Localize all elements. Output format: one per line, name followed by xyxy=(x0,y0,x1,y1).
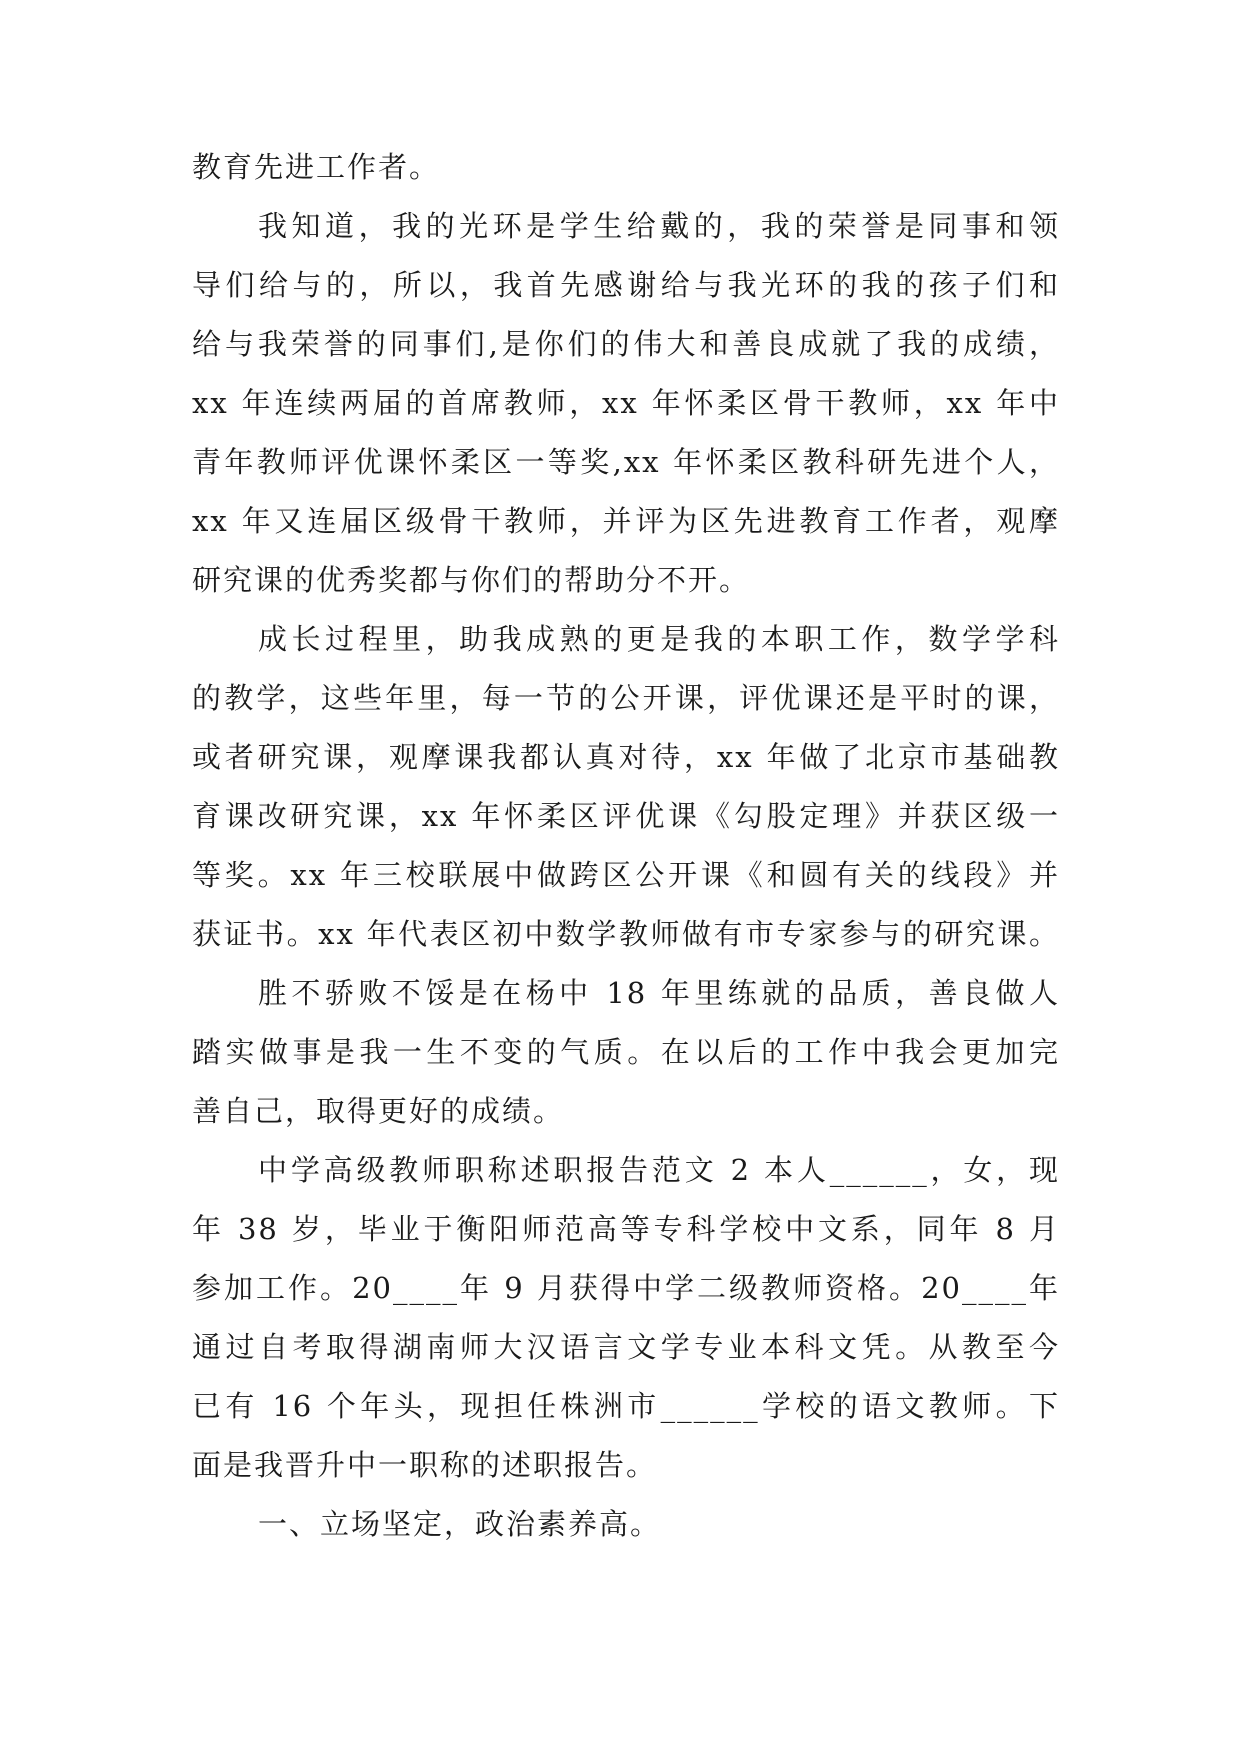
text-line: 中学高级教师职称述职报告范文 2 本人______，女，现 xyxy=(258,1153,1060,1187)
text-line: 获证书。xx 年代表区初中数学教师做有市专家参与的研究课。 xyxy=(192,917,1060,951)
text-line: 参加工作。20____年 9 月获得中学二级教师资格。20____年 xyxy=(192,1271,1060,1305)
text-line: 教育先进工作者。 xyxy=(192,150,441,184)
text-line: 给与我荣誉的同事们,是你们的伟大和善良成就了我的成绩， xyxy=(192,327,1060,361)
text-line: 育课改研究课，xx 年怀柔区评优课《勾股定理》并获区级一 xyxy=(192,799,1060,833)
text-line: 我知道，我的光环是学生给戴的，我的荣誉是同事和领 xyxy=(258,209,1060,243)
text-line: 胜不骄败不馁是在杨中 18 年里练就的品质，善良做人 xyxy=(258,976,1060,1010)
text-line: 面是我晋升中一职称的述职报告。 xyxy=(192,1448,658,1482)
text-line: xx 年又连届区级骨干教师，并评为区先进教育工作者，观摩 xyxy=(192,504,1060,538)
text-line: 已有 16 个年头，现担任株洲市______学校的语文教师。下 xyxy=(192,1389,1060,1423)
text-line: 青年教师评优课怀柔区一等奖,xx 年怀柔区教科研先进个人， xyxy=(192,445,1060,479)
text-line: 等奖。xx 年三校联展中做跨区公开课《和圆有关的线段》并 xyxy=(192,858,1060,892)
text-line: 成长过程里，助我成熟的更是我的本职工作，数学学科 xyxy=(258,622,1060,656)
text-line: xx 年连续两届的首席教师，xx 年怀柔区骨干教师，xx 年中 xyxy=(192,386,1060,420)
text-line: 善自己，取得更好的成绩。 xyxy=(192,1094,565,1128)
text-line: 或者研究课，观摩课我都认真对待，xx 年做了北京市基础教 xyxy=(192,740,1060,774)
text-line: 通过自考取得湖南师大汉语言文学专业本科文凭。从教至今 xyxy=(192,1330,1060,1364)
text-line: 的教学，这些年里，每一节的公开课，评优课还是平时的课， xyxy=(192,681,1060,715)
text-line: 年 38 岁，毕业于衡阳师范高等专科学校中文系，同年 8 月 xyxy=(192,1212,1060,1246)
text-line: 踏实做事是我一生不变的气质。在以后的工作中我会更加完 xyxy=(192,1035,1060,1069)
document-page xyxy=(192,138,1060,1554)
text-line: 导们给与的，所以，我首先感谢给与我光环的我的孩子们和 xyxy=(192,268,1060,302)
text-line: 一、立场坚定，政治素养高。 xyxy=(258,1507,662,1541)
text-line: 研究课的优秀奖都与你们的帮助分不开。 xyxy=(192,563,751,597)
